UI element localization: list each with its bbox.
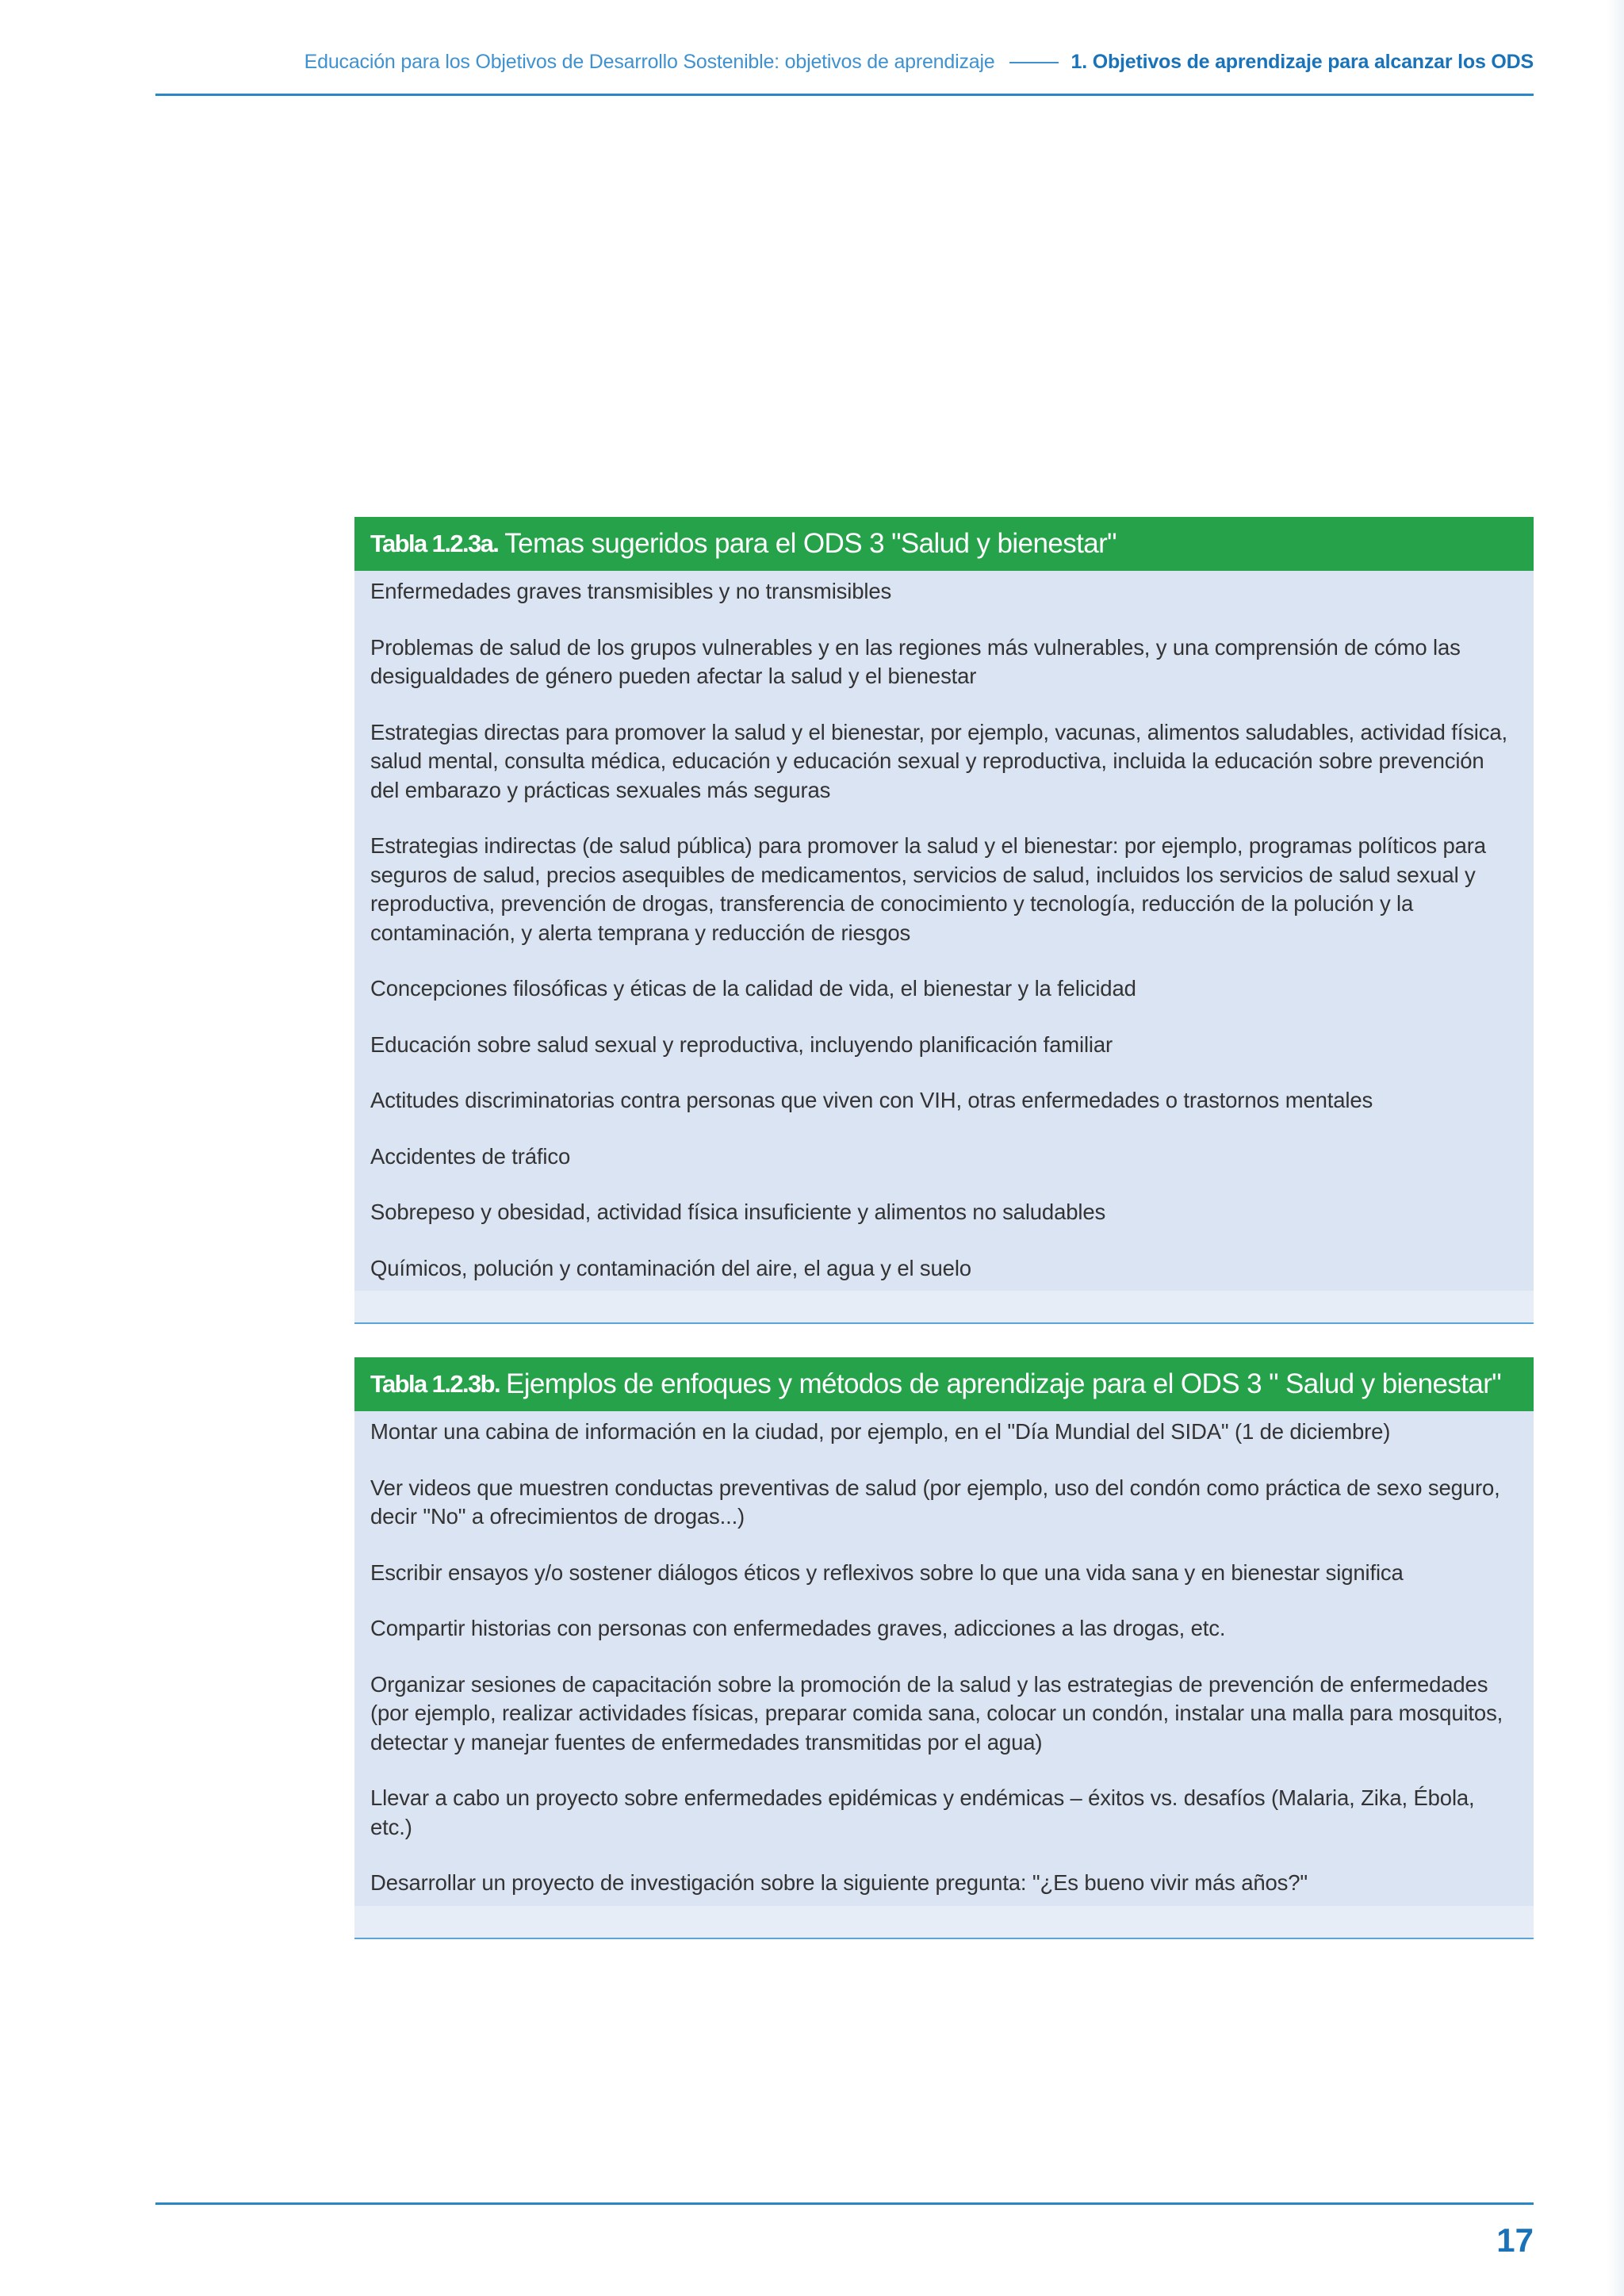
table-1-2-3a — [354, 517, 1534, 1324]
table-row: Sobrepeso y obesidad, actividad física insuficiente y alimentos no saludables — [370, 1200, 1106, 1224]
table-row: Desarrollar un proyecto de investigación sobre la siguiente pregunta: "¿Es bueno vivir más años?" — [370, 1870, 1308, 1895]
table-body — [354, 571, 1534, 1291]
table-row: Montar una cabina de información en la ciudad, por ejemplo, en el "Día Mundial del SIDA" (1 de diciembre) — [370, 1419, 1391, 1444]
table-bottom-rule — [354, 1322, 1534, 1324]
page-edge-shade — [1607, 0, 1624, 2296]
table-row: Problemas de salud de los grupos vulnerables y en las regiones más vulnerables, y una comprensión de cómo las desigualdades de género pueden afectar la salud y el bienestar — [370, 634, 1461, 688]
table-title-bar — [354, 1357, 1534, 1411]
table-number: Tabla 1.2.3b. — [370, 1370, 500, 1398]
table-row: Estrategias indirectas (de salud pública) para promover la salud y el bienestar: por ejemplo, programas políticos para seguros de salud, precios asequibles de medicamentos, servicios de salud, incluidos los servicios de salud sexual y reproductiva, prevención de drogas, transferencia de conocimiento y tecnología, reducción de la polución y la contaminación, y alerta temprana y reducción de riesgos — [370, 833, 1486, 945]
table-row: Organizar sesiones de capacitación sobre la promoción de la salud y las estrategias de prevención de enfermedades (por ejemplo, realizar actividades físicas, preparar comida sana, colocar un condón, instalar una malla para mosquitos, detectar y manejar fuentes de enfermedades transmitidas por el agua) — [370, 1671, 1503, 1755]
table-row: Compartir historias con personas con enfermedades graves, adicciones a las drogas, etc. — [370, 1616, 1226, 1640]
table-title: Ejemplos de enfoques y métodos de aprendizaje para el ODS 3 " Salud y bienestar" — [505, 1368, 1502, 1399]
table-row: Accidentes de tráfico — [370, 1143, 571, 1169]
table-row: Educación sobre salud sexual y reproductiva, incluyendo planificación familiar — [370, 1031, 1113, 1057]
table-row: Ver videos que muestren conductas preventivas de salud (por ejemplo, uso del condón como práctica de sexo seguro, decir "No" a ofrecimientos de drogas...) — [370, 1475, 1500, 1529]
table-row: Concepciones filosóficas y éticas de la calidad de vida, el bienestar y la felicidad — [370, 976, 1136, 1001]
table-footer-band — [354, 1291, 1534, 1322]
page-number: 17 — [1496, 2221, 1534, 2259]
table-title: Temas sugeridos para el ODS 3 "Salud y bienestar" — [504, 528, 1116, 559]
table-footer-band — [354, 1906, 1534, 1938]
table-bottom-rule — [354, 1938, 1534, 1939]
running-header — [155, 0, 1534, 95]
table-row: Actitudes discriminatorias contra personas que viven con VIH, otras enfermedades o trastornos mentales — [370, 1088, 1373, 1112]
header-rule — [155, 94, 1534, 96]
header-row — [304, 51, 1534, 74]
table-row: Escribir ensayos y/o sostener diálogos éticos y reflexivos sobre lo que una vida sana y en bienestar significa — [370, 1559, 1404, 1585]
footer-rule — [155, 2202, 1534, 2205]
table-row: Enfermedades graves transmisibles y no transmisibles — [370, 579, 892, 603]
header-chapter-title: 1. Objetivos de aprendizaje para alcanzar los ODS — [1071, 51, 1534, 73]
table-row: Químicos, polución y contaminación del aire, el agua y el suelo — [370, 1255, 971, 1280]
header-separator — [1009, 62, 1059, 63]
table-row: Estrategias directas para promover la salud y el bienestar, por ejemplo, vacunas, alimentos saludables, actividad física, salud mental, consulta médica, educación y educación sexual y reproductiva, incluida la educación sobre prevención del embarazo y prácticas sexuales más seguras — [370, 719, 1507, 802]
table-number: Tabla 1.2.3a. — [370, 530, 499, 557]
table-title-bar — [354, 517, 1534, 571]
header-document-title: Educación para los Objetivos de Desarrollo Sostenible: objetivos de aprendizaje — [304, 51, 995, 73]
table-row: Llevar a cabo un proyecto sobre enfermedades epidémicas y endémicas – éxitos vs. desafíos (Malaria, Zika, Ébola, etc.) — [370, 1785, 1475, 1839]
table-1-2-3b — [354, 1357, 1534, 1939]
table-body — [354, 1411, 1534, 1906]
